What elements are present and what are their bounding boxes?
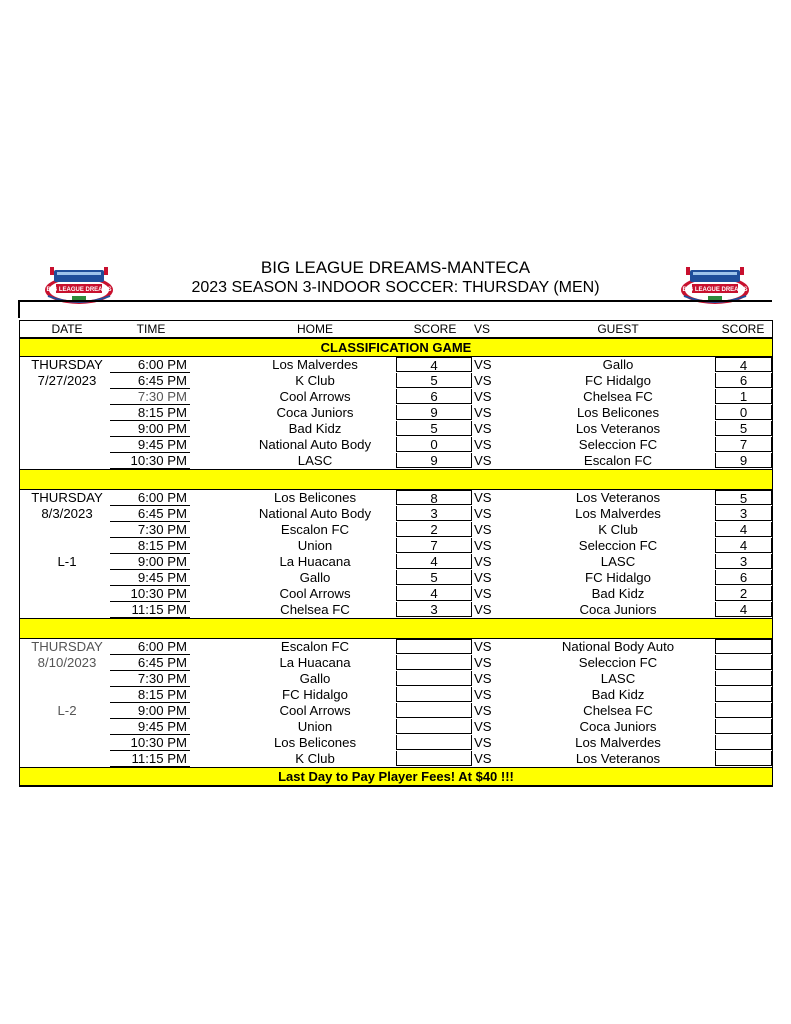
header-rule-cap (18, 300, 20, 318)
vs-label: VS (474, 687, 492, 702)
week-date: 8/3/2023 (41, 506, 93, 521)
guest-score: 4 (715, 357, 772, 372)
home-score: 4 (396, 586, 472, 601)
guest-score: 2 (715, 586, 772, 601)
game-time: 9:00 PM (137, 554, 187, 569)
home-team: Los Belicones (273, 490, 357, 505)
page-subtitle: 2023 SEASON 3-INDOOR SOCCER: THURSDAY (MEN) (191, 279, 600, 296)
game-time: 9:45 PM (137, 570, 187, 585)
game-row (20, 655, 772, 671)
column-header-guest-score: SCORE (721, 322, 765, 336)
guest-score (715, 751, 772, 766)
game-time: 7:30 PM (137, 671, 187, 686)
guest-score: 3 (715, 506, 772, 521)
date-cell (20, 421, 114, 437)
home-score (396, 719, 472, 734)
week-day: THURSDAY (31, 639, 103, 654)
home-score: 5 (396, 373, 472, 388)
home-score: 9 (396, 453, 472, 468)
week-label: L-1 (57, 554, 77, 569)
date-cell (20, 522, 114, 538)
vs-label: VS (474, 639, 492, 654)
game-time: 6:45 PM (137, 655, 187, 670)
home-team: Cool Arrows (279, 586, 351, 601)
vs-label: VS (474, 703, 492, 718)
guest-team: LASC (600, 554, 636, 569)
home-score: 5 (396, 570, 472, 585)
vs-label: VS (474, 655, 492, 670)
home-team: Los Belicones (273, 735, 357, 750)
home-score: 7 (396, 538, 472, 553)
page-title: BIG LEAGUE DREAMS-MANTECA (260, 258, 531, 277)
guest-score: 4 (715, 538, 772, 553)
vs-label: VS (474, 538, 492, 553)
guest-team: Chelsea FC (583, 703, 653, 718)
game-row (20, 373, 772, 389)
game-row (20, 437, 772, 453)
guest-score: 0 (715, 405, 772, 420)
date-cell (20, 538, 114, 554)
home-team: Gallo (299, 570, 331, 585)
header-rule (18, 300, 772, 302)
game-row (20, 703, 772, 719)
home-team: Coca Juniors (276, 405, 354, 420)
game-row (20, 389, 772, 405)
game-time: 10:30 PM (130, 735, 187, 750)
vs-label: VS (474, 506, 492, 521)
home-team: Chelsea FC (280, 602, 350, 617)
guest-team: Los Malverdes (575, 506, 661, 521)
home-score (396, 671, 472, 686)
game-time: 9:00 PM (137, 703, 187, 718)
classification-banner-text: CLASSIFICATION GAME (320, 340, 472, 355)
guest-score: 1 (715, 389, 772, 404)
home-score: 5 (396, 421, 472, 436)
home-team: National Auto Body (258, 506, 372, 521)
week-block (20, 357, 772, 469)
column-header-date: DATE (51, 322, 83, 336)
guest-team: Gallo (602, 357, 634, 372)
game-time: 11:15 PM (131, 602, 187, 617)
guest-team: Bad Kidz (591, 586, 645, 601)
date-cell (20, 602, 114, 618)
game-row (20, 735, 772, 751)
vs-label: VS (474, 671, 492, 686)
guest-score: 3 (715, 554, 772, 569)
guest-team: Coca Juniors (579, 719, 657, 734)
date-cell (20, 405, 114, 421)
game-time: 8:15 PM (137, 405, 187, 420)
table-header-row (20, 321, 772, 338)
guest-team: Los Veteranos (575, 490, 661, 505)
column-header-vs: VS (474, 322, 491, 336)
home-team: Union (297, 538, 333, 553)
home-score: 8 (396, 490, 472, 505)
guest-team: K Club (598, 522, 638, 537)
home-team: Cool Arrows (279, 389, 351, 404)
game-row (20, 357, 772, 373)
game-row (20, 421, 772, 437)
vs-label: VS (474, 490, 492, 505)
week-separator (20, 618, 772, 639)
date-cell (20, 586, 114, 602)
game-time: 6:00 PM (137, 490, 187, 505)
guest-score: 9 (715, 453, 772, 468)
home-team: K Club (295, 373, 335, 388)
vs-label: VS (474, 522, 492, 537)
vs-label: VS (474, 357, 492, 372)
week-label: L-2 (57, 703, 77, 718)
game-row (20, 506, 772, 522)
guest-team: Escalon FC (583, 453, 653, 468)
home-score: 0 (396, 437, 472, 452)
guest-score: 5 (715, 421, 772, 436)
game-time: 8:15 PM (137, 538, 187, 553)
game-row (20, 639, 772, 655)
date-cell (20, 453, 114, 469)
home-team: National Auto Body (258, 437, 372, 452)
date-cell (20, 570, 114, 586)
game-time: 9:00 PM (137, 421, 187, 436)
schedule-header (0, 258, 791, 297)
game-time: 6:45 PM (137, 373, 187, 388)
guest-team: Los Veteranos (575, 751, 661, 766)
home-score: 9 (396, 405, 472, 420)
guest-team: National Body Auto (561, 639, 675, 654)
date-cell (20, 389, 114, 405)
game-row (20, 602, 772, 618)
date-cell (20, 687, 114, 703)
home-team: La Huacana (279, 554, 351, 569)
game-time: 10:30 PM (130, 586, 187, 601)
home-team: La Huacana (279, 655, 351, 670)
vs-label: VS (474, 421, 492, 436)
game-time: 7:30 PM (137, 389, 187, 404)
vs-label: VS (474, 735, 492, 750)
home-score: 6 (396, 389, 472, 404)
home-score (396, 703, 472, 718)
guest-score: 5 (715, 490, 772, 505)
home-team: Los Malverdes (272, 357, 358, 372)
home-team: Cool Arrows (279, 703, 351, 718)
game-row (20, 570, 772, 586)
guest-score (715, 687, 772, 702)
column-header-home: HOME (297, 322, 333, 336)
home-team: Gallo (299, 671, 331, 686)
guest-score (715, 719, 772, 734)
date-cell (20, 671, 114, 687)
home-score: 2 (396, 522, 472, 537)
classification-banner (20, 338, 772, 357)
guest-score: 4 (715, 522, 772, 537)
game-row (20, 586, 772, 602)
game-row (20, 554, 772, 570)
date-cell (20, 437, 114, 453)
svg-text:BIG LEAGUE DREAMS: BIG LEAGUE DREAMS (682, 287, 748, 293)
game-time: 9:45 PM (137, 719, 187, 734)
vs-label: VS (474, 751, 492, 766)
footer-note: Last Day to Pay Player Fees! At $40 !!! (278, 769, 514, 784)
week-day: THURSDAY (31, 490, 103, 505)
home-score (396, 655, 472, 670)
home-team: Escalon FC (280, 522, 350, 537)
game-row (20, 751, 772, 767)
vs-label: VS (474, 554, 492, 569)
guest-score: 7 (715, 437, 772, 452)
guest-team: FC Hidalgo (585, 373, 651, 388)
week-block (20, 490, 772, 618)
column-header-time: TIME (136, 322, 166, 336)
game-time: 10:30 PM (130, 453, 187, 468)
home-team: FC Hidalgo (282, 687, 348, 702)
home-team: LASC (297, 453, 333, 468)
game-row (20, 719, 772, 735)
game-row (20, 522, 772, 538)
svg-text:BIG LEAGUE DREAMS: BIG LEAGUE DREAMS (46, 287, 112, 293)
guest-team: FC Hidalgo (585, 570, 651, 585)
date-cell (20, 751, 114, 767)
guest-team: Seleccion FC (578, 655, 658, 670)
vs-label: VS (474, 719, 492, 734)
guest-score (715, 671, 772, 686)
guest-team: Seleccion FC (578, 538, 658, 553)
game-row (20, 538, 772, 554)
guest-team: Los Malverdes (575, 735, 661, 750)
vs-label: VS (474, 373, 492, 388)
footer-banner (20, 767, 772, 786)
guest-score (715, 735, 772, 750)
vs-label: VS (474, 405, 492, 420)
guest-score: 4 (715, 602, 772, 617)
game-row (20, 490, 772, 506)
vs-label: VS (474, 570, 492, 585)
column-header-guest: GUEST (597, 322, 639, 336)
home-team: Union (297, 719, 333, 734)
home-score (396, 639, 472, 654)
date-cell (20, 719, 114, 735)
guest-team: Bad Kidz (591, 687, 645, 702)
game-time: 11:15 PM (131, 751, 187, 766)
week-separator (20, 469, 772, 490)
game-time: 7:30 PM (137, 522, 187, 537)
guest-team: Chelsea FC (583, 389, 653, 404)
home-team: K Club (295, 751, 335, 766)
guest-team: Coca Juniors (579, 602, 657, 617)
game-time: 9:45 PM (137, 437, 187, 452)
week-date: 7/27/2023 (37, 373, 97, 388)
home-score (396, 751, 472, 766)
vs-label: VS (474, 389, 492, 404)
vs-label: VS (474, 586, 492, 601)
game-time: 8:15 PM (137, 687, 187, 702)
home-score: 4 (396, 357, 472, 372)
home-score: 4 (396, 554, 472, 569)
game-row (20, 405, 772, 421)
home-score (396, 687, 472, 702)
vs-label: VS (474, 453, 492, 468)
guest-score: 6 (715, 373, 772, 388)
guest-team: Los Belicones (576, 405, 660, 420)
game-time: 6:00 PM (137, 639, 187, 654)
column-header-score: SCORE (413, 322, 457, 336)
game-row (20, 671, 772, 687)
week-date: 8/10/2023 (37, 655, 97, 670)
guest-score (715, 655, 772, 670)
vs-label: VS (474, 437, 492, 452)
home-score (396, 735, 472, 750)
home-team: Escalon FC (280, 639, 350, 654)
home-score: 3 (396, 506, 472, 521)
home-team: Bad Kidz (288, 421, 342, 436)
schedule-table (19, 320, 773, 787)
vs-label: VS (474, 602, 492, 617)
game-time: 6:45 PM (137, 506, 187, 521)
week-day: THURSDAY (31, 357, 103, 372)
guest-score (715, 639, 772, 654)
guest-team: Los Veteranos (575, 421, 661, 436)
week-block (20, 639, 772, 767)
home-score: 3 (396, 602, 472, 617)
guest-team: LASC (600, 671, 636, 686)
game-row (20, 453, 772, 469)
game-row (20, 687, 772, 703)
guest-score: 6 (715, 570, 772, 585)
game-time: 6:00 PM (137, 357, 187, 372)
guest-score (715, 703, 772, 718)
date-cell (20, 735, 114, 751)
guest-team: Seleccion FC (578, 437, 658, 452)
